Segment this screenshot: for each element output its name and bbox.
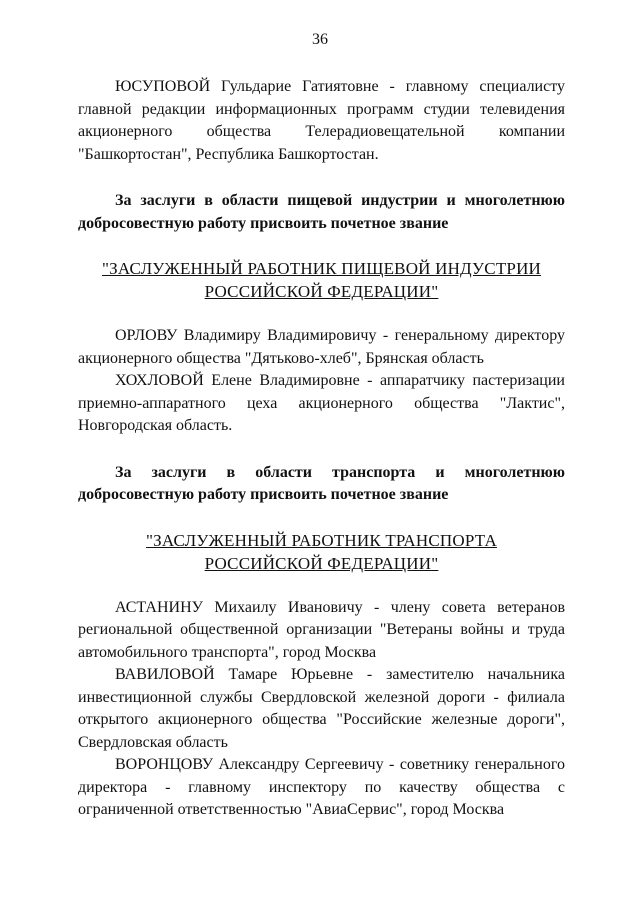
title-line: "ЗАСЛУЖЕННЫЙ РАБОТНИК ПИЩЕВОЙ ИНДУСТРИИ: [101, 259, 542, 278]
award-entry-orlov: ОРЛОВУ Владимиру Владимировичу - генеральному директору акционерного общества "Дятьково-хлеб", Брянская область: [78, 327, 565, 367]
honorary-title-transport: [78, 529, 565, 575]
title-line: РОССИЙСКОЙ ФЕДЕРАЦИИ": [204, 282, 439, 301]
award-entry-astanin: АСТАНИНУ Михаилу Ивановичу - члену совета ветеранов региональной общественной организации "Ветераны войны и труда автомобильного транспорта", город Москва: [78, 598, 565, 661]
award-entry-vorontsov: ВОРОНЦОВУ Александру Сергеевичу - советнику генерального директора - главному инспектору по качеству общества с ограниченной ответственностью "АвиаСервис", город Москва: [78, 756, 565, 818]
decree-transport: За заслуги в области транспорта и многолетнюю добросовестную работу присвоить почетное звание: [78, 463, 565, 503]
award-entry-khokhlova: ХОХЛОВОЙ Елене Владимировне - аппаратчику пастеризации приемно-аппаратного цеха акционерного общества "Лактис", Новгородская область.: [78, 372, 565, 434]
document-body: [78, 76, 565, 822]
honorary-title-food-industry: [78, 257, 565, 303]
award-entry-yusupova: ЮСУПОВОЙ Гульдарие Гатиятовне - главному специалисту главной редакции информационных программ студии телевидения акционерного общества Телерадиовещательной компании "Башкортостан", Республика Башкортостан.: [78, 78, 565, 163]
title-line: РОССИЙСКОЙ ФЕДЕРАЦИИ": [204, 553, 439, 573]
page-number: 36: [312, 31, 328, 48]
title-line: "ЗАСЛУЖЕННЫЙ РАБОТНИК ТРАНСПОРТА: [146, 530, 497, 550]
award-entry-vavilova: ВАВИЛОВОЙ Тамаре Юрьевне - заместителю начальника инвестиционной службы Свердловской железной дороги - филиала открытого акционерного общества "Российские железные дороги", Свердловская область: [78, 666, 565, 751]
decree-food-industry: За заслуги в области пищевой индустрии и многолетнюю добросовестную работу присвоить почетное звание: [78, 192, 565, 232]
